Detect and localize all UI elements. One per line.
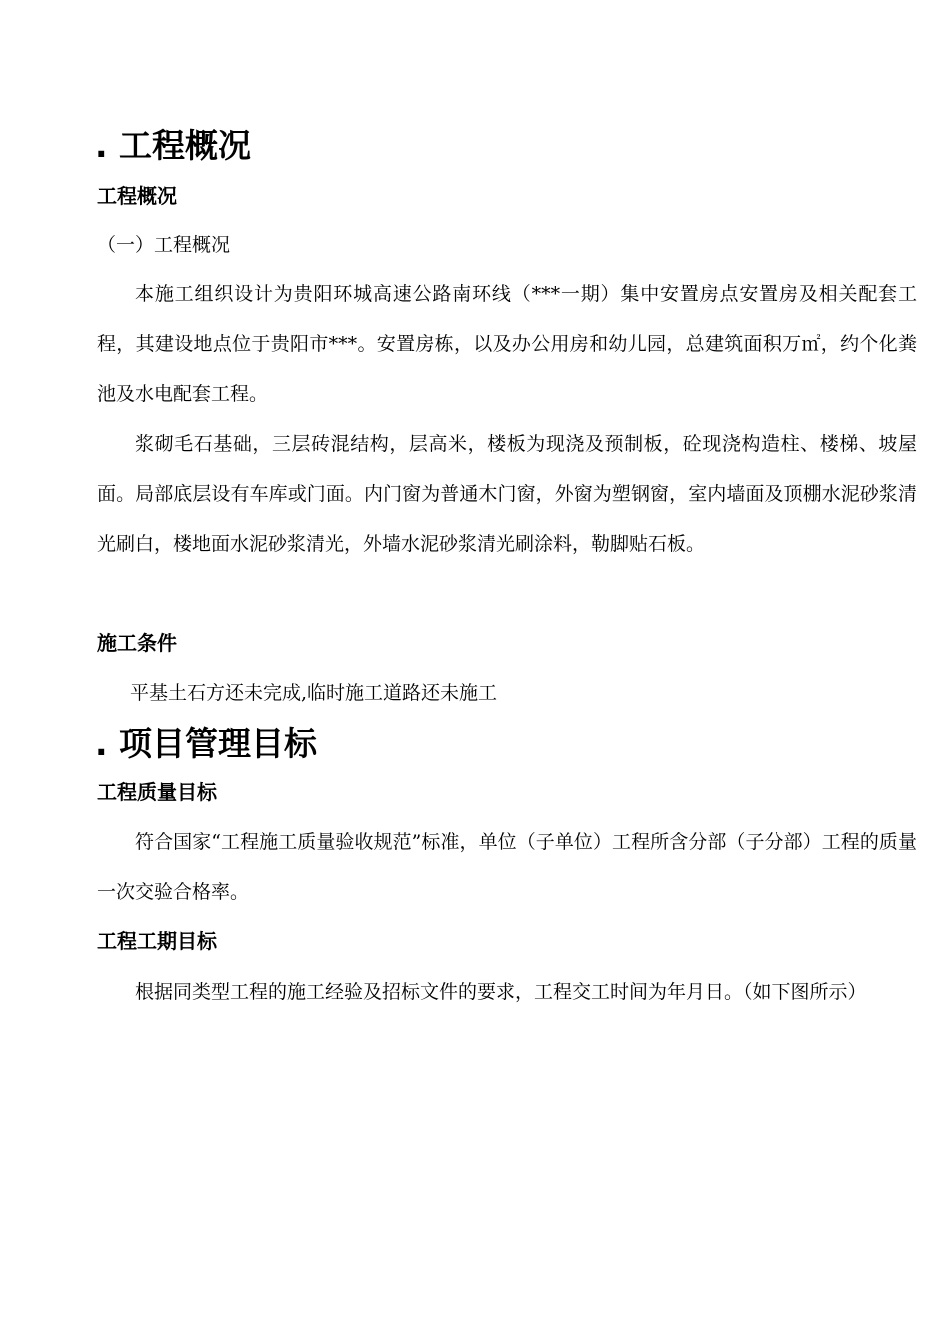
list-label-overview: （一）工程概况: [97, 234, 231, 256]
paragraph-schedule-goal: 根据同类型工程的施工经验及招标文件的要求，工程交工时间为年月日。（如下图所示）: [135, 981, 867, 1003]
subsection-heading-project-overview: 工程概况: [97, 184, 177, 208]
paragraph-construction-conditions: 平基土石方还未完成,临时施工道路还未施工: [130, 682, 498, 704]
paragraph-overview-2: 浆砌毛石基础，三层砖混结构，层高米，楼板为现浇及预制板，砼现浇构造柱、楼梯、坡屋面。局部底层设有车库或门面。内门窗为普通木门窗，外窗为塑钢窗，室内墙面及顶棚水泥砂浆清光刷白，楼地面水泥砂浆清光，外墙水泥砂浆清光刷涂料，勒脚贴石板。: [97, 433, 917, 555]
section-heading-project-overview: . 工程概况: [95, 126, 252, 165]
subsection-heading-quality-goal: 工程质量目标: [97, 780, 217, 804]
section-heading-management-goals: . 项目管理目标: [95, 724, 318, 763]
subsection-heading-construction-conditions: 施工条件: [97, 631, 177, 655]
paragraph-overview-1: 本施工组织设计为贵阳环城高速公路南环线（***一期）集中安置房点安置房及相关配套工程，其建设地点位于贵阳市***。安置房栋，以及办公用房和幼儿园，总建筑面积万㎡，约个化粪池及水电配套工程。: [97, 283, 917, 405]
paragraph-quality-goal: 符合国家“工程施工质量验收规范”标准，单位（子单位）工程所含分部（子分部）工程的质量一次交验合格率。: [97, 831, 917, 903]
subsection-heading-schedule-goal: 工程工期目标: [97, 929, 217, 953]
